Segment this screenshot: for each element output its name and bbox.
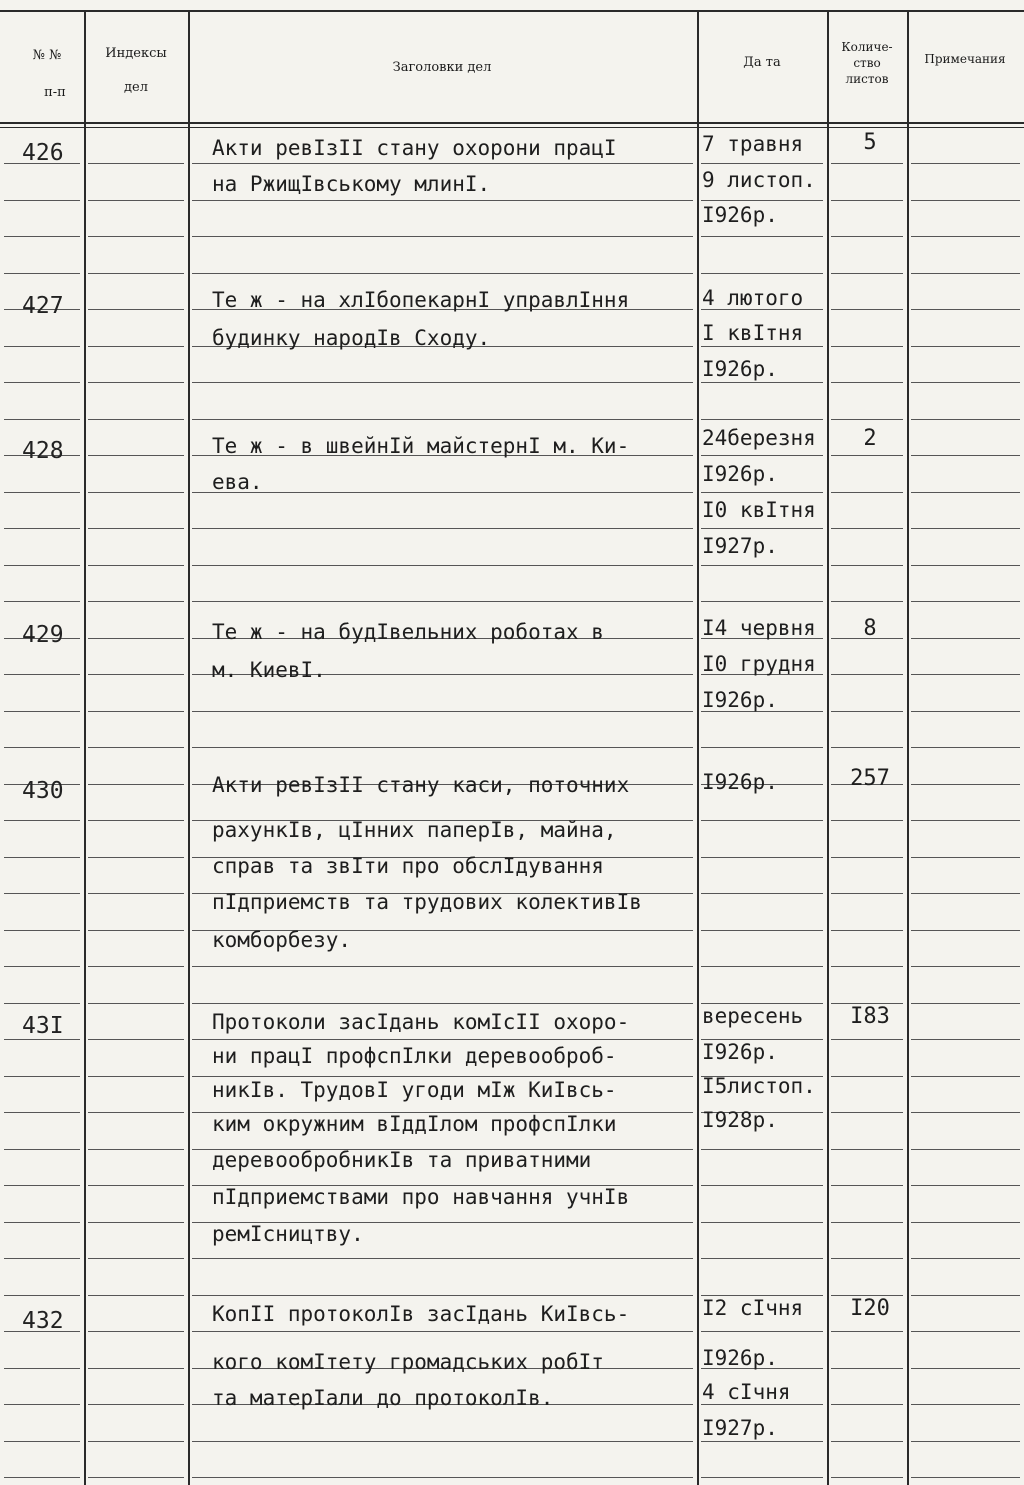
ruled-line (911, 236, 1020, 237)
entry-title-line: справ та звIти про обслIдування (212, 854, 604, 878)
ruled-line (911, 492, 1020, 493)
entry-title-line: будинку народIв Сходу. (212, 326, 491, 350)
ruled-line (911, 1258, 1020, 1259)
entry-count: I20 (850, 1296, 890, 1321)
ruled-line (4, 1112, 80, 1113)
entry-title-line: никIв. ТрудовI угоди мIж КиIвсь- (212, 1078, 617, 1102)
ruled-line (88, 565, 184, 566)
ruled-line (831, 1076, 903, 1077)
ruled-line (4, 1185, 80, 1186)
ruled-line (88, 1295, 184, 1296)
ruled-line (701, 200, 823, 201)
entry-title-line: Те ж - на хлIбопекарнI управлIння (212, 288, 630, 312)
entry-number: 427 (22, 293, 64, 319)
ruled-line (4, 674, 80, 675)
ruled-line (831, 1222, 903, 1223)
ruled-line (831, 1477, 903, 1478)
ruled-line (192, 163, 693, 164)
ruled-line (4, 601, 80, 602)
ruled-line (701, 492, 823, 493)
ruled-line (911, 382, 1020, 383)
entry-number: 43I (22, 1013, 64, 1039)
ruled-line (88, 1258, 184, 1259)
entry-title-line: ева. (212, 470, 263, 494)
ruled-line (4, 1368, 80, 1369)
header-count-3: листов (845, 72, 889, 86)
ruled-line (831, 1039, 903, 1040)
ruled-line (88, 1149, 184, 1150)
ruled-line (911, 966, 1020, 967)
ruled-line (88, 1076, 184, 1077)
ruled-line (831, 711, 903, 712)
ruled-line (192, 382, 693, 383)
ruled-line (911, 1003, 1020, 1004)
ruled-line (831, 1441, 903, 1442)
ruled-line (4, 1076, 80, 1077)
ruled-line (4, 1039, 80, 1040)
ruled-line (911, 930, 1020, 931)
header-notes: Примечания (924, 52, 1006, 66)
entry-title-line: комборбезу. (212, 928, 352, 952)
ruled-line (831, 601, 903, 602)
entry-title-line: кого комIтету громадських робIт (212, 1350, 604, 1374)
entry-title-line: на РжищIвському млинI. (212, 172, 491, 196)
entry-number: 430 (22, 778, 64, 804)
entry-title-line: Акти ревIзII стану каси, поточних (212, 773, 630, 797)
ruled-line (911, 1295, 1020, 1296)
ruled-line (88, 820, 184, 821)
ruled-line (88, 200, 184, 201)
ruled-line (701, 1258, 823, 1259)
col-divider-2 (188, 12, 190, 1485)
ruled-line (4, 857, 80, 858)
ruled-line (911, 346, 1020, 347)
ruled-line (701, 273, 823, 274)
entry-date-line: I926р. (702, 357, 778, 381)
entry-title-line: деревообробникIв та приватними (212, 1148, 592, 1172)
ruled-line (4, 236, 80, 237)
ruled-line (911, 1222, 1020, 1223)
ruled-line (88, 309, 184, 310)
ruled-line (88, 455, 184, 456)
ruled-line (4, 492, 80, 493)
ruled-line (4, 273, 80, 274)
ruled-line (192, 1003, 693, 1004)
ruled-line (88, 1404, 184, 1405)
ruled-line (4, 1295, 80, 1296)
ruled-line (701, 1222, 823, 1223)
ruled-line (4, 528, 80, 529)
ruled-line (701, 820, 823, 821)
ruled-line (88, 857, 184, 858)
header-title: Заголовки дел (392, 60, 492, 75)
ruled-line (701, 966, 823, 967)
ruled-line (192, 1039, 693, 1040)
ruled-line (831, 857, 903, 858)
ruled-line (88, 273, 184, 274)
ruled-line (911, 455, 1020, 456)
ruled-line (701, 893, 823, 894)
ruled-line (911, 784, 1020, 785)
ruled-line (88, 236, 184, 237)
header-count-2: ство (853, 56, 881, 70)
ruled-line (911, 1368, 1020, 1369)
ruled-line (701, 565, 823, 566)
ruled-line (192, 1295, 693, 1296)
ruled-line (701, 382, 823, 383)
ruled-line (701, 346, 823, 347)
ruled-line (911, 565, 1020, 566)
header-bottom-border (0, 122, 1024, 124)
entry-date-line: 9 листоп. (702, 168, 816, 192)
ruled-line (701, 1149, 823, 1150)
col-divider-3 (697, 12, 699, 1485)
ruled-line (911, 1149, 1020, 1150)
ruled-line (192, 1076, 693, 1077)
ruled-line (4, 565, 80, 566)
ruled-line (88, 1477, 184, 1478)
ruled-line (192, 1477, 693, 1478)
ruled-line (88, 638, 184, 639)
ruled-line (88, 346, 184, 347)
ruled-line (88, 966, 184, 967)
header-bottom-border-2 (0, 127, 1024, 128)
ruled-line (4, 1222, 80, 1223)
ruled-line (831, 966, 903, 967)
entry-date-line: I квIтня (702, 321, 804, 345)
entry-date-line: 24березня (702, 426, 816, 450)
ruled-line (192, 1331, 693, 1332)
ruled-line (4, 346, 80, 347)
ruled-line (701, 1477, 823, 1478)
entry-date-line: вересень (702, 1004, 804, 1028)
ruled-line (4, 820, 80, 821)
entry-date-line: I2 сIчня (702, 1296, 804, 1320)
ruled-line (911, 1477, 1020, 1478)
ruled-line (831, 820, 903, 821)
entry-title-line: КопII протоколIв засIдань КиIвсь- (212, 1302, 630, 1326)
ruled-line (192, 419, 693, 420)
ruled-line (831, 492, 903, 493)
ruled-line (4, 1149, 80, 1150)
entry-count: 5 (863, 130, 877, 155)
ruled-line (4, 893, 80, 894)
ruled-line (701, 163, 823, 164)
header-count-1: Количе- (841, 40, 893, 54)
entry-title-line: ремIсництву. (212, 1222, 364, 1246)
ruled-line (701, 1404, 823, 1405)
ruled-line (88, 1003, 184, 1004)
entry-count: 8 (863, 616, 877, 641)
ruled-line (4, 1258, 80, 1259)
ruled-line (831, 1368, 903, 1369)
ruled-line (831, 346, 903, 347)
ruled-line (831, 382, 903, 383)
header-date: Да та (743, 55, 781, 70)
entry-number: 432 (22, 1308, 64, 1334)
ruled-line (192, 966, 693, 967)
ruled-line (4, 930, 80, 931)
entry-date-line: I926р. (702, 462, 778, 486)
ruled-line (192, 273, 693, 274)
entry-count: I83 (850, 1004, 890, 1029)
ruled-line (831, 455, 903, 456)
entry-title-line: Те ж - на будIвельних роботах в (212, 620, 604, 644)
ruled-line (911, 200, 1020, 201)
header-num-top: № № (32, 48, 62, 63)
ruled-line (701, 1441, 823, 1442)
ruled-line (192, 200, 693, 201)
ruled-line (831, 1404, 903, 1405)
ruled-line (911, 820, 1020, 821)
ruled-line (831, 1258, 903, 1259)
entry-title-line: ким окружним вIддIлом профспIлки (212, 1112, 617, 1136)
ruled-line (88, 163, 184, 164)
ruled-line (701, 1331, 823, 1332)
ruled-line (4, 747, 80, 748)
ruled-line (88, 784, 184, 785)
ruled-line (4, 382, 80, 383)
ruled-line (88, 1331, 184, 1332)
ruled-line (831, 200, 903, 201)
entry-number: 428 (22, 438, 64, 464)
ruled-line (192, 1258, 693, 1259)
ruled-line (911, 1039, 1020, 1040)
ruled-line (831, 1331, 903, 1332)
ruled-line (701, 857, 823, 858)
ruled-line (911, 1331, 1020, 1332)
ruled-line (88, 1039, 184, 1040)
ruled-line (911, 273, 1020, 274)
ruled-line (88, 1185, 184, 1186)
entry-date-line: I926р. (702, 770, 778, 794)
ruled-line (192, 747, 693, 748)
ruled-line (701, 455, 823, 456)
entry-count: 257 (850, 766, 890, 791)
ruled-line (911, 1185, 1020, 1186)
ruled-line (88, 711, 184, 712)
ruled-line (88, 893, 184, 894)
entry-title-line: Те ж - в швейнIй майстернI м. Ки- (212, 434, 630, 458)
entry-title-line: Акти ревIзII стану охорони працI (212, 136, 617, 160)
entry-title-line: та матерIали до протоколIв. (212, 1386, 554, 1410)
ruled-line (701, 1185, 823, 1186)
ruled-line (831, 893, 903, 894)
ruled-line (4, 419, 80, 420)
entry-title-line: рахункIв, цIнних паперIв, майна, (212, 818, 617, 842)
entry-date-line: I927р. (702, 534, 778, 558)
ruled-line (911, 747, 1020, 748)
ruled-line (831, 1112, 903, 1113)
ruled-line (192, 492, 693, 493)
ruled-line (192, 1441, 693, 1442)
ruled-line (4, 966, 80, 967)
ruled-line (4, 711, 80, 712)
ruled-line (192, 528, 693, 529)
col-divider-4 (827, 12, 829, 1485)
ruled-line (911, 857, 1020, 858)
ruled-line (911, 309, 1020, 310)
entry-title-line: ни працI профспIлки деревооброб- (212, 1044, 617, 1068)
entry-date-line: I927р. (702, 1416, 778, 1440)
ruled-line (911, 1112, 1020, 1113)
entry-date-line: I926р. (702, 203, 778, 227)
entry-title-line: пIдприемств та трудових колективIв (212, 890, 642, 914)
ruled-line (701, 419, 823, 420)
ruled-line (831, 674, 903, 675)
top-border (0, 10, 1024, 12)
entry-date-line: 4 лютого (702, 286, 804, 310)
ruled-line (831, 236, 903, 237)
ruled-line (911, 601, 1020, 602)
ruled-line (831, 273, 903, 274)
ruled-line (192, 565, 693, 566)
entry-number: 426 (22, 140, 64, 166)
ruled-line (192, 711, 693, 712)
ruled-line (831, 1185, 903, 1186)
ruled-line (88, 382, 184, 383)
ruled-line (4, 1441, 80, 1442)
entry-date-line: 7 травня (702, 132, 804, 156)
ruled-line (4, 1404, 80, 1405)
ruled-line (831, 528, 903, 529)
ruled-line (192, 236, 693, 237)
ruled-line (88, 1112, 184, 1113)
ruled-line (88, 930, 184, 931)
entry-count: 2 (863, 426, 877, 451)
entry-date-line: I0 квIтня (702, 498, 816, 522)
entry-date-line: I926р. (702, 1040, 778, 1064)
ruled-line (701, 528, 823, 529)
ruled-line (88, 674, 184, 675)
ruled-line (831, 419, 903, 420)
ruled-line (911, 1076, 1020, 1077)
ruled-line (911, 419, 1020, 420)
entry-date-line: 4 сIчня (702, 1380, 791, 1404)
col-divider-1 (84, 12, 86, 1485)
header-num-bottom: п-п (44, 85, 66, 100)
ruled-line (701, 747, 823, 748)
ruled-line (701, 236, 823, 237)
header-index-top: Индексы (105, 46, 167, 61)
entry-date-line: I5листоп. (702, 1074, 816, 1098)
ruled-line (831, 930, 903, 931)
ruled-line (192, 601, 693, 602)
ruled-line (88, 747, 184, 748)
ruled-line (88, 601, 184, 602)
ruled-line (4, 200, 80, 201)
entry-date-line: I0 грудня (702, 652, 816, 676)
ruled-line (88, 419, 184, 420)
ruled-line (701, 601, 823, 602)
entry-number: 429 (22, 622, 64, 648)
ruled-line (831, 565, 903, 566)
ruled-line (911, 528, 1020, 529)
ruled-line (911, 893, 1020, 894)
entry-title-line: пIдприемствами про навчання учнIв (212, 1185, 630, 1209)
ruled-line (4, 1003, 80, 1004)
entry-date-line: I4 червня (702, 616, 816, 640)
ruled-line (911, 1404, 1020, 1405)
ruled-line (831, 1149, 903, 1150)
header-index-bottom: дел (124, 80, 148, 95)
ruled-line (911, 711, 1020, 712)
ruled-line (88, 492, 184, 493)
ruled-line (701, 930, 823, 931)
ruled-line (911, 674, 1020, 675)
entry-date-line: I928р. (702, 1108, 778, 1132)
ruled-line (88, 1222, 184, 1223)
ruled-line (4, 1477, 80, 1478)
entry-title-line: Протоколи засIдань комIсII охоро- (212, 1010, 630, 1034)
ruled-line (88, 528, 184, 529)
ruled-line (831, 163, 903, 164)
ruled-line (911, 163, 1020, 164)
ruled-line (831, 747, 903, 748)
ruled-line (911, 1441, 1020, 1442)
ruled-line (831, 309, 903, 310)
ruled-line (911, 638, 1020, 639)
ruled-line (88, 1441, 184, 1442)
entry-date-line: I926р. (702, 688, 778, 712)
col-divider-5 (907, 12, 909, 1485)
entry-title-line: м. КиевI. (212, 658, 326, 682)
entry-date-line: I926р. (702, 1346, 778, 1370)
ruled-line (88, 1368, 184, 1369)
